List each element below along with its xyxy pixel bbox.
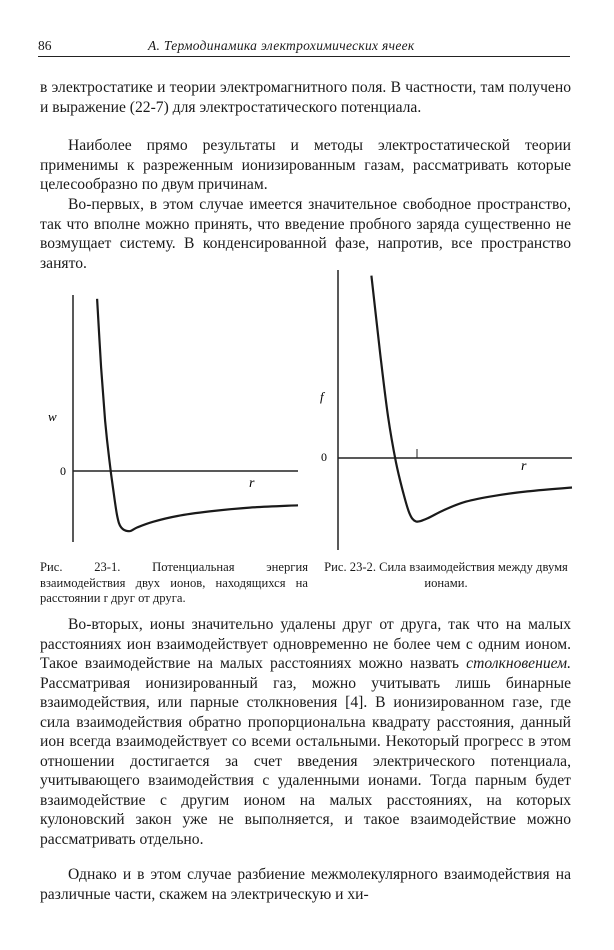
paragraph-4 [40,615,571,849]
paragraph-2: Наиболее прямо результаты и методы электростатической теории применимы к разреженным ионизированным газам, рассматривать которые целесообразно по двум причинам. [40,137,571,193]
page-number: 86 [38,38,52,53]
figure-23-2 [308,265,578,555]
fig2-y-label: f [320,389,324,404]
fig1-x-label: r [249,476,255,491]
running-title: А. Термодинамика электрохимических ячеек [148,38,415,53]
page-header [38,34,570,57]
term-collision: столкновением. [466,655,571,672]
fig2-x-label: r [521,459,527,474]
figure-23-1-caption: Рис. 23-1. Потенциальная энергия взаимодействия двух ионов, находящихся на расстоянии r друг от друга. [40,560,308,605]
fig2-zero-label: 0 [321,450,327,464]
paragraph-3: Во-первых, в этом случае имеется значительное свободное пространство, так что вполне можно принять, что введение пробного заряда существенно не возмущает систему. В конденсированной фазе, напротив, все пространство занято. [40,196,571,272]
fig1-zero-label: 0 [60,464,66,478]
paragraph-1: в электростатике и теории электромагнитного поля. В частности, там получено и выражение (22-7) для электростатического потенциала. [40,79,571,116]
figure-23-1 [40,290,310,550]
paragraph-5: Однако и в этом случае разбиение межмолекулярного взаимодействия на различные части, скажем на электрическую и хи- [40,866,571,903]
paragraph-4-text-b: Рассматривая ионизированный газ, можно учитывать лишь бинарные взаимодействия, или парные столкновения [4]. В ионизированном газе, где сила взаимодействия обратно пропорциональна квадрату расстояния, данный ион всегда взаимодействует со всеми остальными. Некоторый прогресс в этом отношении достигается за счет введения электрического потенциала, учитывающего взаимодействия с удаленными ионами. Тогда парным будет взаимодействие с другим ионом на малых расстояниях, на которых кулоновский закон уже не выполняется, и такое взаимодействие можно рассматривать отдельно. [40,674,571,848]
figure-23-2-caption: Рис. 23-2. Сила взаимодействия между двумя ионами. [324,560,568,590]
fig1-y-label: w [48,409,57,424]
fig1-potential-curve [97,299,298,531]
fig2-force-curve [371,276,572,522]
paragraph-4-text-a: Во-вторых, ионы значительно удалены друг от друга, так что на малых расстояниях ион взаимодействует одновременно не более чем с одним ионом. Такое взаимодействие на малых расстояниях можно назвать [40,616,571,672]
